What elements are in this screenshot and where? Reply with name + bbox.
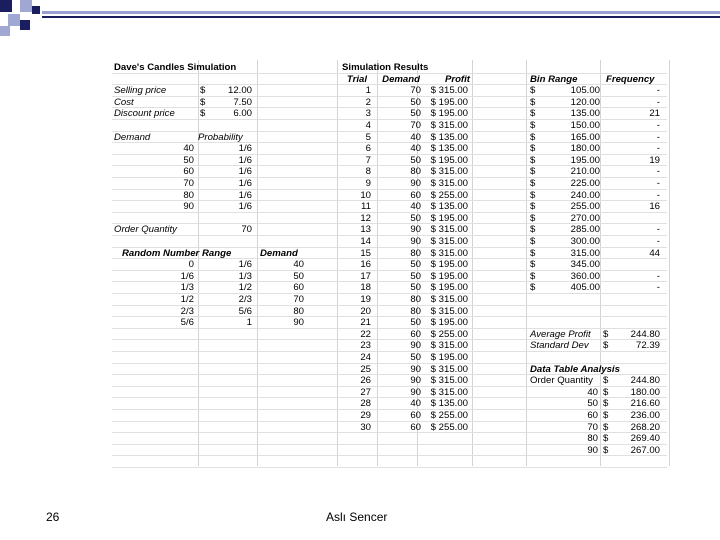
range-demand: 90 (293, 317, 304, 329)
bin-frequency: - (656, 143, 660, 155)
trial-demand: 40 (410, 143, 421, 155)
param-currency: $ (200, 85, 206, 97)
range-low: 1/3 (180, 282, 194, 294)
range-high: 2/3 (238, 294, 252, 305)
data-table-profit: 180.00 (630, 386, 660, 398)
param-value: 6.00 (233, 108, 252, 120)
trial-number: 6 (365, 143, 371, 155)
trial-demand: 50 (410, 282, 421, 294)
bin-currency: $ (530, 236, 536, 247)
bin-frequency: - (656, 120, 660, 131)
trial-number: 18 (360, 282, 371, 294)
data-table-quantity: 40 (587, 386, 598, 398)
data-table-currency: $ (603, 433, 609, 445)
bin-frequency: - (656, 178, 660, 189)
data-table-value: 244.80 (630, 375, 660, 387)
trial-demand: 50 (410, 154, 421, 166)
trial-profit: $ 315.00 (430, 386, 468, 398)
trial-number: 16 (360, 259, 371, 271)
trial-profit: $ 315.00 (430, 375, 468, 387)
param-value: 12.00 (227, 85, 252, 97)
trial-demand: 80 (410, 294, 421, 305)
stat-currency: $ (603, 328, 609, 340)
bin-value: 210.00 (570, 166, 600, 178)
trial-profit: $ 255.00 (430, 328, 468, 340)
bin-value: 195.00 (570, 154, 600, 166)
data-table-quantity: 50 (587, 398, 598, 410)
trial-number: 26 (360, 375, 371, 387)
range-demand: 80 (293, 305, 304, 317)
corner-square (0, 26, 10, 36)
corner-decoration (0, 0, 60, 50)
dist-demand: 60 (183, 166, 194, 178)
range-demand: 40 (293, 259, 304, 271)
bin-frequency: - (656, 131, 660, 143)
dist-demand: 90 (183, 201, 194, 213)
bin-currency: $ (530, 166, 536, 178)
trial-number: 25 (360, 363, 371, 375)
trial-demand: 50 (410, 259, 421, 271)
range-high: 1/6 (238, 259, 252, 271)
trial-profit: $ 315.00 (430, 247, 468, 259)
bin-value: 315.00 (570, 247, 600, 259)
bin-currency: $ (530, 120, 536, 131)
trial-demand: 50 (410, 270, 421, 282)
bin-currency: $ (530, 201, 536, 213)
trial-profit: $ 315.00 (430, 305, 468, 317)
bin-currency: $ (530, 224, 536, 236)
trial-demand: 50 (410, 108, 421, 120)
header-rule-stripe (42, 16, 720, 18)
trial-number: 23 (360, 340, 371, 352)
dist-demand: 80 (183, 189, 194, 201)
range-low: 2/3 (180, 305, 194, 317)
trial-number: 14 (360, 236, 371, 247)
trial-profit: $ 195.00 (430, 270, 468, 282)
trial-demand: 90 (410, 224, 421, 236)
data-table-currency: $ (603, 421, 609, 433)
bin-value: 345.00 (570, 259, 600, 271)
trial-profit: $ 195.00 (430, 317, 468, 329)
dist-demand: 50 (183, 154, 194, 166)
trial-demand: 80 (410, 166, 421, 178)
trial-profit: $ 255.00 (430, 421, 468, 433)
bin-value: 105.00 (570, 85, 600, 97)
bin-currency: $ (530, 270, 536, 282)
trial-demand: 70 (410, 85, 421, 97)
bin-currency: $ (530, 108, 536, 120)
trial-number: 7 (365, 154, 371, 166)
trial-demand: 90 (410, 363, 421, 375)
bin-value: 360.00 (570, 270, 600, 282)
bin-value: 300.00 (570, 236, 600, 247)
data-table-profit: 267.00 (630, 444, 660, 456)
trial-profit: $ 195.00 (430, 259, 468, 271)
trial-profit: $ 255.00 (430, 189, 468, 201)
bin-frequency: - (656, 236, 660, 247)
dist-probability: 1/6 (238, 201, 252, 213)
bin-value: 240.00 (570, 189, 600, 201)
data-table-quantity: 90 (587, 444, 598, 456)
trial-number: 28 (360, 398, 371, 410)
bin-value: 150.00 (570, 120, 600, 131)
bin-value: 255.00 (570, 201, 600, 213)
corner-square (32, 6, 40, 14)
corner-square (20, 0, 32, 12)
bin-frequency: 44 (649, 247, 660, 259)
demand-header: Demand (114, 131, 151, 143)
dist-probability: 1/6 (238, 178, 252, 189)
trial-profit: $ 255.00 (430, 410, 468, 421)
trial-demand: 90 (410, 236, 421, 247)
bin-value: 135.00 (570, 108, 600, 120)
bin-value: 225.00 (570, 178, 600, 189)
trial-profit: $ 315.00 (430, 363, 468, 375)
data-table-currency: $ (603, 410, 609, 421)
bin-currency: $ (530, 247, 536, 259)
bin-frequency: 16 (649, 201, 660, 213)
bin-frequency: - (656, 189, 660, 201)
data-table-quantity: 80 (587, 433, 598, 445)
bin-value: 180.00 (570, 143, 600, 155)
corner-square (20, 20, 30, 30)
bin-frequency: - (656, 96, 660, 108)
dist-probability: 1/6 (238, 189, 252, 201)
range-high: 5/6 (238, 305, 252, 317)
sheet-title: Dave's Candles Simulation (114, 62, 237, 73)
data-table-currency: $ (603, 444, 609, 456)
bin-value: 270.00 (570, 212, 600, 224)
data-table-quantity: 60 (587, 410, 598, 421)
order-quantity-label: Order Quantity (114, 224, 177, 236)
stat-value: 244.80 (630, 328, 660, 340)
data-table-currency: $ (603, 375, 609, 387)
trial-profit: $ 195.00 (430, 154, 468, 166)
bin-frequency: - (656, 224, 660, 236)
trial-profit: $ 195.00 (430, 352, 468, 363)
range-high: 1/3 (238, 270, 252, 282)
range-demand: 50 (293, 270, 304, 282)
trial-demand: 50 (410, 96, 421, 108)
trial-profit: $ 315.00 (430, 294, 468, 305)
trial-number: 2 (365, 96, 371, 108)
trial-number: 10 (360, 189, 371, 201)
trial-demand: 50 (410, 212, 421, 224)
bin-currency: $ (530, 189, 536, 201)
trial-number: 24 (360, 352, 371, 363)
trial-profit: $ 315.00 (430, 224, 468, 236)
header-rule-stripe (42, 11, 720, 14)
stat-currency: $ (603, 340, 609, 352)
trial-number: 11 (361, 201, 371, 213)
bin-frequency: 19 (649, 154, 660, 166)
bin-frequency: - (656, 270, 660, 282)
bin-frequency: - (656, 166, 660, 178)
trial-demand: 60 (410, 410, 421, 421)
trial-number: 27 (360, 386, 371, 398)
trial-demand: 90 (410, 386, 421, 398)
bin-value: 285.00 (570, 224, 600, 236)
probability-header: Probability (198, 131, 243, 143)
bin-value: 165.00 (570, 131, 600, 143)
random-range-title: Random Number Range (122, 247, 232, 259)
dist-demand: 40 (183, 143, 194, 155)
bin-currency: $ (530, 154, 536, 166)
range-low: 1/2 (180, 294, 194, 305)
trial-number: 1 (365, 85, 371, 97)
trial-profit: $ 315.00 (430, 236, 468, 247)
range-demand: 60 (293, 282, 304, 294)
param-label: Discount price (114, 108, 175, 120)
bin-currency: $ (530, 178, 536, 189)
bin-currency: $ (530, 96, 536, 108)
dist-probability: 1/6 (238, 154, 252, 166)
trial-profit: $ 135.00 (430, 398, 468, 410)
frequency-header: Frequency (606, 73, 655, 85)
trial-demand: 60 (410, 421, 421, 433)
trial-number: 12 (360, 212, 371, 224)
range-low: 5/6 (180, 317, 194, 329)
bin-value: 120.00 (570, 96, 600, 108)
trial-header: Trial (346, 73, 367, 85)
trial-demand: 90 (410, 178, 421, 189)
param-currency: $ (200, 108, 206, 120)
param-value: 7.50 (233, 96, 252, 108)
bin-currency: $ (530, 259, 536, 271)
trial-number: 22 (360, 328, 371, 340)
dist-probability: 1/6 (238, 166, 252, 178)
trial-number: 17 (360, 270, 371, 282)
bin-currency: $ (530, 131, 536, 143)
trial-number: 20 (360, 305, 371, 317)
range-high: 1/2 (238, 282, 252, 294)
demand-header: Demand (382, 73, 420, 85)
data-table-title: Data Table Analysis (530, 363, 620, 375)
spreadsheet (112, 60, 667, 468)
bin-frequency: 21 (649, 108, 660, 120)
trial-number: 9 (365, 178, 371, 189)
trial-demand: 90 (410, 340, 421, 352)
data-table-profit: 216.60 (630, 398, 660, 410)
trial-demand: 90 (410, 375, 421, 387)
grid-line (112, 467, 667, 468)
corner-square (0, 0, 12, 12)
grid-line (669, 60, 670, 466)
param-currency: $ (200, 96, 206, 108)
trial-demand: 50 (410, 317, 421, 329)
corner-square (8, 14, 20, 26)
trial-number: 29 (360, 410, 371, 421)
trial-profit: $ 315.00 (430, 340, 468, 352)
bin-frequency: - (656, 85, 660, 97)
trial-demand: 60 (410, 328, 421, 340)
trial-demand: 70 (410, 120, 421, 131)
range-low: 0 (188, 259, 194, 271)
trial-demand: 80 (410, 247, 421, 259)
random-range-demand-header: Demand (260, 247, 298, 259)
trial-demand: 40 (410, 131, 421, 143)
bin-currency: $ (530, 85, 536, 97)
dist-demand: 70 (183, 178, 194, 189)
stat-label: Average Profit (530, 328, 591, 340)
trial-profit: $ 195.00 (430, 96, 468, 108)
data-table-quantity: 70 (587, 421, 598, 433)
trial-number: 21 (360, 317, 371, 329)
page-number: 26 (46, 510, 60, 524)
range-high: 1 (246, 317, 252, 329)
header-rule (42, 11, 720, 21)
trial-demand: 60 (410, 189, 421, 201)
trial-number: 13 (360, 224, 371, 236)
trial-demand: 50 (410, 352, 421, 363)
bin-value: 405.00 (570, 282, 600, 294)
trial-profit: $ 315.00 (430, 166, 468, 178)
trial-demand: 80 (410, 305, 421, 317)
data-table-currency: $ (603, 386, 609, 398)
trial-profit: $ 195.00 (430, 108, 468, 120)
trial-profit: $ 315.00 (430, 120, 468, 131)
results-title: Simulation Results (342, 62, 429, 73)
trial-profit: $ 195.00 (430, 282, 468, 294)
trial-profit: $ 135.00 (430, 201, 468, 213)
trial-profit: $ 315.00 (430, 178, 468, 189)
stat-value: 72.39 (635, 340, 660, 352)
range-demand: 70 (293, 294, 304, 305)
data-table-profit: 236.00 (630, 410, 660, 421)
bin-currency: $ (530, 212, 536, 224)
order-quantity-value: 70 (241, 224, 252, 236)
dist-probability: 1/6 (238, 143, 252, 155)
trial-number: 30 (360, 421, 371, 433)
stat-label: Standard Dev (530, 340, 589, 352)
trial-number: 5 (365, 131, 371, 143)
trial-number: 3 (365, 108, 371, 120)
range-low: 1/6 (180, 270, 194, 282)
bin-currency: $ (530, 282, 536, 294)
trial-number: 4 (365, 120, 371, 131)
param-label: Selling price (114, 85, 167, 97)
data-table-currency: $ (603, 398, 609, 410)
trial-profit: $ 195.00 (430, 212, 468, 224)
bin-range-header: Bin Range (530, 73, 578, 85)
trial-profit: $ 315.00 (430, 85, 468, 97)
trial-number: 19 (360, 294, 371, 305)
data-table-label: Order Quantity (530, 375, 593, 387)
footer-author: Aslı Sencer (326, 510, 388, 524)
param-label: Cost (114, 96, 134, 108)
trial-demand: 40 (410, 398, 421, 410)
trial-profit: $ 135.00 (430, 131, 468, 143)
trial-number: 15 (360, 247, 371, 259)
grid-line (472, 60, 473, 466)
trial-number: 8 (365, 166, 371, 178)
trial-demand: 40 (410, 201, 421, 213)
trial-profit: $ 135.00 (430, 143, 468, 155)
bin-frequency: - (656, 282, 660, 294)
data-table-profit: 269.40 (630, 433, 660, 445)
profit-header: Profit (444, 73, 470, 85)
bin-currency: $ (530, 143, 536, 155)
data-table-profit: 268.20 (630, 421, 660, 433)
